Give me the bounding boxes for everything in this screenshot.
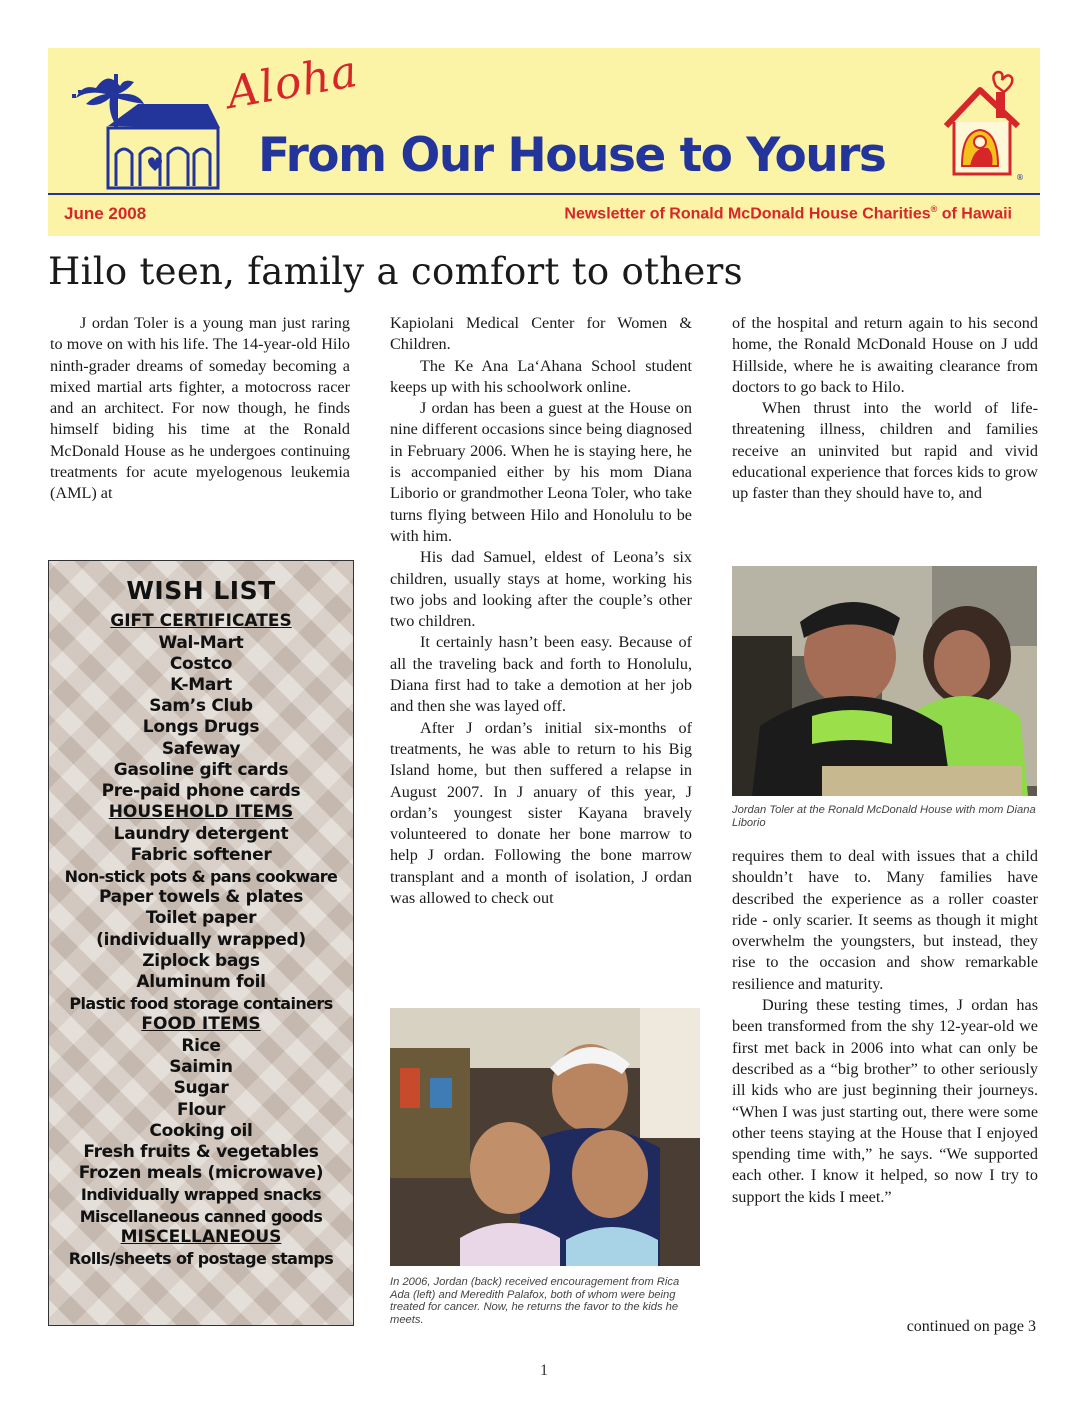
wish-item: Pre-paid phone cards [101,780,301,801]
wish-section-heading: GIFT CERTIFICATES [110,611,292,631]
wish-item: Longs Drugs [142,717,260,738]
article-headline: Hilo teen, family a comfort to others [48,250,743,293]
wish-item: Non-stick pots & pans cookware [64,867,338,887]
wish-item: Gasoline gift cards [113,759,289,780]
newsletter-name-suffix: of Hawaii [937,205,1012,223]
wish-item: Rice [181,1035,221,1056]
wish-list-title: WISH LIST [126,576,276,605]
wish-list-content [49,575,353,1269]
photo-jordan-and-mom [732,566,1037,796]
paragraph: J ordan Toler is a young man just raring to move on with his life. The 14-year-old Hilo ninth-grader dreams of someday becoming a mixed martial arts fighter, a motocross racer and an architect. For now though, he finds himself biding his time at the Ronald McDonald House as he undergoes continuing treatments for acute myelogenous leukemia (AML) at [50,314,350,503]
photo-jordan-rica-meredith [390,1008,700,1266]
paragraph: J ordan has been a guest at the House on nine different occasions since being diagnosed in February 2006. When he is staying here, he is accompanied either by his mom Diana Liborio or grandmother Leona Toler, who take turns flying between Hilo and Honolulu to be with him. [390,399,692,545]
wish-item: Rolls/sheets of postage stamps [68,1249,334,1269]
wish-item: Sam’s Club [149,696,253,717]
wish-item: Flour [176,1099,226,1120]
svg-text:®: ® [1016,173,1024,182]
paragraph: It certainly hasn’t been easy. Because of all the traveling back and forth to Honolulu, Diana first had to take a demotion at her job and then she was layed off. [390,633,692,716]
wish-item: Saimin [169,1057,233,1078]
masthead-title: From Our House to Yours [258,128,886,183]
newsletter-name-text: Newsletter of Ronald McDonald House Charities [564,205,931,223]
paragraph: The Ke Ana La‘Ahana School student keeps up with his schoolwork online. [390,356,692,396]
wish-item: Wal-Mart [158,632,244,653]
masthead-rule [48,193,1040,195]
wish-item: Costco [169,653,233,674]
wish-item: Fabric softener [130,844,272,865]
rmhc-logo-icon [940,66,1024,184]
wish-item: Miscellaneous canned goods [79,1206,323,1226]
wish-list-box [48,560,354,1326]
issue-date: June 2008 [64,204,147,223]
house-logo-icon [68,70,224,190]
article-column-3-bottom [732,846,1038,1208]
paragraph: When thrust into the world of life-threatening illness, children and families receive an uninvited but rapid and vivid educational experience that forces kids to grow up faster than they should have to, and [732,399,1038,503]
photo-jordan-and-mom-image [732,566,1037,796]
article-column-1 [50,313,350,505]
wish-item: Sugar [173,1078,229,1099]
aloha-script: Aloha [223,45,362,120]
wish-item: Laundry detergent [113,823,289,844]
wish-item: Plastic food storage containers [69,994,333,1014]
paragraph: of the hospital and return again to his second home, the Ronald McDonald House on J udd Hillside, where he is awaiting clearance from doctors to go back to Hilo. [732,314,1038,396]
article-column-2 [390,313,692,909]
paragraph: During these testing times, J ordan has been transformed from the shy 12-year-old we first met back in 2006 into what can only be described as a “big brother” to other seriously ill kids who are just beginning their journeys. “When I was just starting out, there were some other teens staying at the House that I enjoyed spending time with,” he says. “We supported each other. I know it helped, so now I try to support the kids I meet.” [732,996,1038,1206]
wish-section-heading: MISCELLANEOUS [120,1226,282,1247]
wish-item: K-Mart [170,674,232,695]
wish-item: Cooking oil [149,1120,253,1141]
wish-item: Individually wrapped snacks [80,1185,322,1205]
wish-item: Fresh fruits & vegetables [83,1141,319,1162]
article-column-3-top [732,313,1038,505]
paragraph: His dad Samuel, eldest of Leona’s six children, usually stays at home, working his two jobs and looking after the couple’s other two children. [390,548,692,631]
paragraph: Kapiolani Medical Center for Women & Children. [390,314,692,354]
page-number: 1 [540,1362,548,1379]
wish-section-heading: HOUSEHOLD ITEMS [108,802,294,823]
photo-caption-1: Jordan Toler at the Ronald McDonald House with mom Diana Liborio [732,804,1036,829]
photo-jordan-rica-meredith-image [390,1008,700,1266]
wish-item: Toilet paper [145,908,257,929]
photo-caption-2: In 2006, Jordan (back) received encouragement from Rica Ada (left) and Meredith Palafox, both of whom were being treated for cancer. Now, he returns the favor to the kids he meets. [390,1276,680,1326]
wish-section-heading: FOOD ITEMS [141,1014,261,1035]
registered-mark: ® [930,204,938,214]
paragraph: requires them to deal with issues that a child shouldn’t have to. Many families have described the experience as a roller coaster ride - only scarier. It seems as though it might overwhelm the youngsters, but instead, they rise to the occasion and show remarkable resilience and maturity. [732,847,1038,993]
wish-item: Frozen meals (microwave) [78,1163,324,1184]
wish-item: (individually wrapped) [96,929,306,950]
newsletter-name [564,204,1012,223]
paragraph: After J ordan’s initial six-months of treatments, he was able to return to his Big Island home, but then suffered a relapse in August 2007. In J anuary of this year, J ordan’s youngest sister Kayana bravely volunteered to donate her bone marrow to help J ordan. Following the bone marrow transplant and a month of isolation, J ordan was allowed to check out [390,718,692,908]
wish-item: Safeway [161,738,241,759]
wish-item: Paper towels & plates [98,887,304,908]
wish-item: Aluminum foil [136,972,266,993]
wish-item: Ziplock bags [142,950,260,971]
continued-notice: continued on page 3 [906,1318,1036,1335]
